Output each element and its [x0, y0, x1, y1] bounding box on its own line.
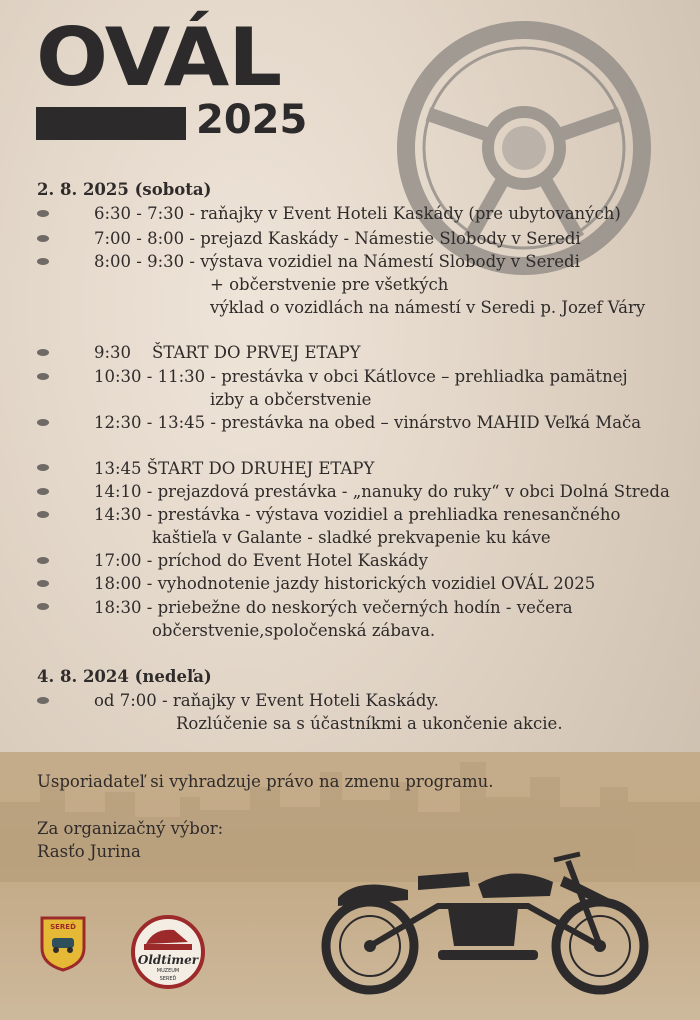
bullet-icon [37, 488, 49, 495]
day1-heading: 2. 8. 2025 (sobota) [37, 180, 212, 199]
schedule-line: 7:00 - 8:00 - prejazd Kaskády - Námestie Slobody v Seredi [94, 229, 581, 248]
schedule-line: 14:10 - prejazdová prestávka - „nanuky do ruky“ v obci Dolná Streda [94, 482, 670, 501]
bullet-icon [37, 697, 49, 704]
bullet-icon [37, 349, 49, 356]
badge1-top: SEREĎ [50, 923, 76, 931]
schedule-line: 18:00 - vyhodnotenie jazdy historických vozidiel OVÁL 2025 [94, 574, 596, 593]
oldtimer-museum-logo [130, 914, 206, 990]
bullet-icon [37, 210, 49, 217]
schedule-line: 13:45 ŠTART DO DRUHEJ ETAPY [94, 459, 375, 478]
schedule-line: 14:30 - prestávka - výstava vozidiel a prehliadka renesančného [94, 505, 621, 524]
schedule-line: 9:30 ŠTART DO PRVEJ ETAPY [94, 343, 361, 362]
committee-label: Za organizačný výbor: [37, 819, 224, 838]
bullet-icon [37, 258, 49, 265]
schedule-line: 6:30 - 7:30 - raňajky v Event Hoteli Kaskády (pre ubytovaných) [94, 204, 621, 223]
bullet-icon [37, 557, 49, 564]
schedule-line: 8:00 - 9:30 - výstava vozidiel na Námestí Slobody v Seredi [94, 252, 580, 271]
schedule-line: 17:00 - príchod do Event Hotel Kaskády [94, 551, 428, 570]
schedule-line-continued: + občerstvenie pre všetkých [210, 275, 449, 294]
schedule-line: 12:30 - 13:45 - prestávka na obed – vinárstvo MAHID Veľká Mača [94, 413, 642, 432]
schedule-line-continued: Rozlúčenie sa s účastníkmi a ukončenie akcie. [176, 714, 563, 733]
bullet-icon [37, 580, 49, 587]
page-title: OVÁL [36, 11, 282, 104]
bullet-icon [37, 419, 49, 426]
year-label: 2025 [196, 97, 308, 143]
schedule-line-continued: izby a občerstvenie [210, 390, 372, 409]
schedule-line-continued: občerstvenie,spoločenská zábava. [152, 621, 436, 640]
schedule-line-continued: kaštieľa v Galante - sladké prekvapenie ku káve [152, 528, 551, 547]
motorcycle-icon [318, 846, 668, 996]
badge2-main: Oldtimer [137, 953, 199, 967]
schedule-line-continued: výklad o vozidlách na námestí v Seredi p. Jozef Váry [210, 298, 646, 317]
bullet-icon [37, 373, 49, 380]
schedule-line: 18:30 - priebežne do neskorých večerných hodín - večera [94, 598, 573, 617]
title-bar [36, 107, 186, 140]
bullet-icon [37, 235, 49, 242]
bullet-icon [37, 603, 49, 610]
schedule-line: 10:30 - 11:30 - prestávka v obci Kátlovce – prehliadka pamätnej [94, 367, 628, 386]
badge2-bottom: SEREĎ [159, 976, 177, 982]
schedule-line: od 7:00 - raňajky v Event Hoteli Kaskády. [94, 691, 439, 710]
veteran-car-club-logo [38, 914, 88, 972]
day2-heading: 4. 8. 2024 (nedeľa) [37, 667, 212, 686]
program-notice: Usporiadateľ si vyhradzuje právo na zmenu programu. [37, 772, 494, 791]
organizer-name: Rasťo Jurina [37, 842, 141, 861]
bullet-icon [37, 464, 49, 471]
badge2-sub: MUZEUM [156, 968, 180, 974]
bullet-icon [37, 511, 49, 518]
